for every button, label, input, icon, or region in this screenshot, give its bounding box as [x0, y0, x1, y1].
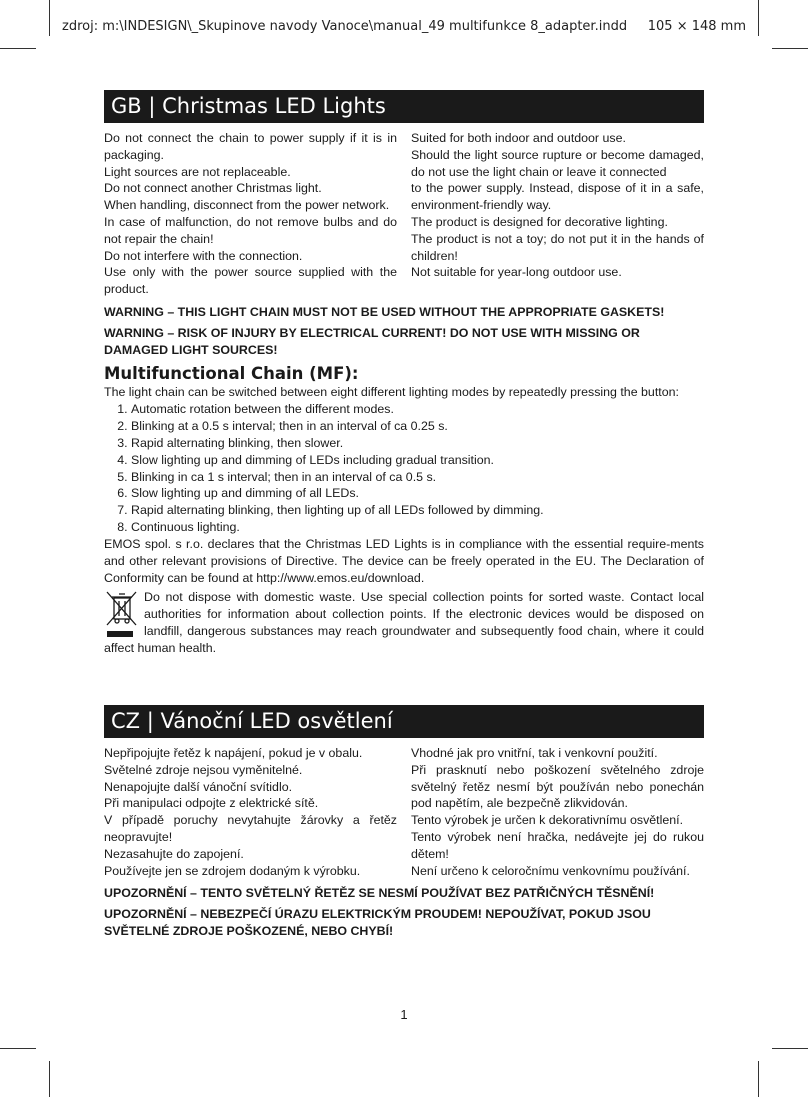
slug-page-size: 105 × 148 mm — [647, 19, 746, 34]
crop-mark — [772, 1048, 808, 1049]
gb-instruction: Do not interfere with the connection. — [104, 248, 303, 263]
gb-instruction: Should the light source rupture or become damaged, do not use the light chain or leave it connected — [411, 147, 704, 179]
cz-columns — [104, 745, 704, 879]
crop-mark — [758, 1061, 759, 1097]
gb-column-left — [104, 130, 397, 298]
gb-instruction: Light sources are not replaceable. — [104, 164, 291, 179]
crop-mark — [0, 1048, 36, 1049]
gb-instruction: to the power supply. Instead, dispose of it in a safe, environment-friendly way. — [411, 181, 704, 213]
crop-mark — [758, 0, 759, 36]
cz-warning-electrical: UPOZORNĚNÍ – NEBEZPEČÍ ÚRAZU ELEKTRICKÝM PROUDEM! NEPOUŽÍVAT, POKUD JSOU SVĚTELNÉ ZDROJE POŠKOZENÉ, NEBO CHYBÍ! — [104, 907, 651, 939]
cz-instruction: Světelné zdroje nejsou vyměnitelné. — [104, 762, 303, 777]
cz-column-right — [411, 745, 704, 879]
crop-mark — [772, 48, 808, 49]
cz-instruction: Vhodné jak pro vnitřní, tak i venkovní použití. — [411, 746, 658, 760]
gb-heading: GB | Christmas LED Lights — [104, 90, 704, 123]
gb-instruction: When handling, disconnect from the power network. — [104, 198, 390, 213]
cz-instruction: Nenapojujte další vánoční svítidlo. — [104, 779, 293, 794]
crossed-bin-icon — [104, 589, 138, 639]
mode-item: 2. Blinking at a 0.5 s interval; then in an interval of ca 0.25 s. — [131, 418, 704, 435]
disposal-text: Do not dispose with domestic waste. Use special collection points for sorted waste. Contact local authorities for information about collection points. If the electronic devices would be disposed on landfill, dangerous substances may reach groundwater and subsequently food chain, where it could affect human health. — [104, 589, 704, 655]
mode-item: 4. Slow lighting up and dimming of LEDs including gradual transition. — [131, 452, 704, 469]
cz-warning-gaskets: UPOZORNĚNÍ – TENTO SVĚTELNÝ ŘETĚZ SE NESMÍ POUŽÍVAT BEZ PATŘIČNÝCH TĚSNĚNÍ! — [104, 886, 655, 901]
declaration: EMOS spol. s r.o. declares that the Christmas LED Lights is in compliance with the essential require-ments and other relevant provisions of Directive. The device can be freely operated in the EU. The Declaration of Conformity can be found at http://www.emos.eu/download. — [104, 537, 704, 585]
gb-columns — [104, 130, 704, 298]
mode-item: 5. Blinking in ca 1 s interval; then in an interval of ca 0.5 s. — [131, 469, 704, 486]
gb-instruction: Do not connect another Christmas light. — [104, 181, 322, 196]
mf-title: Multifunctional Chain (MF): — [104, 363, 359, 383]
gb-instruction: In case of malfunction, do not remove bulbs and do not repair the chain! — [104, 214, 397, 246]
gb-section — [104, 90, 704, 656]
mf-intro: The light chain can be switched between eight different lighting modes by repeatedly pressing the button: — [104, 384, 679, 399]
cz-instruction: Při prasknutí nebo poškození světelného zdroje světelný řetěz nesmí být používán nebo ponechán pod napětím, ale bezpečně zlikvidován. — [411, 762, 704, 811]
mode-item: 1. Automatic rotation between the different modes. — [131, 401, 704, 418]
cz-instruction: Tento výrobek není hračka, nedávejte jej do rukou dětem! — [411, 829, 704, 861]
gb-column-right — [411, 130, 704, 298]
cz-instruction: Nezasahujte do zapojení. — [104, 846, 244, 861]
gb-instruction: Use only with the power source supplied with the product. — [104, 265, 397, 297]
page-number: 1 — [400, 1007, 408, 1022]
slug-file-path: zdroj: m:\INDESIGN\_Skupinove navody Vanoce\manual_49 multifunkce 8_adapter.indd — [62, 19, 628, 34]
cz-heading: CZ | Vánoční LED osvětlení — [104, 705, 704, 738]
gb-instruction: The product is designed for decorative lighting. — [411, 214, 668, 229]
cz-section — [104, 705, 704, 940]
mode-item: 6. Slow lighting up and dimming of all LEDs. — [131, 485, 704, 502]
disposal-block — [104, 589, 704, 657]
crop-mark — [0, 48, 36, 49]
crop-mark — [49, 0, 50, 36]
gb-warning-gaskets: WARNING – THIS LIGHT CHAIN MUST NOT BE USED WITHOUT THE APPROPRIATE GASKETS! — [104, 304, 665, 319]
crop-mark — [49, 1061, 50, 1097]
gb-warning-electrical: WARNING – RISK OF INJURY BY ELECTRICAL CURRENT! DO NOT USE WITH MISSING OR DAMAGED LIGHT SOURCES! — [104, 325, 640, 357]
mode-item: 8. Continuous lighting. — [131, 519, 704, 536]
cz-instruction: Není určeno k celoročnímu venkovnímu používání. — [411, 863, 690, 878]
gb-instruction: Do not connect the chain to power supply if it is in packaging. — [104, 131, 397, 162]
mode-list — [104, 401, 704, 536]
cz-instruction: Při manipulaci odpojte z elektrické sítě. — [104, 796, 319, 811]
gb-instruction: The product is not a toy; do not put it in the hands of children! — [411, 231, 704, 263]
cz-instruction: Nepřipojujte řetěz k napájení, pokud je v obalu. — [104, 746, 363, 760]
cz-column-left — [104, 745, 397, 879]
cz-instruction: Tento výrobek je určen k dekorativnímu osvětlení. — [411, 813, 684, 828]
gb-instruction: Suited for both indoor and outdoor use. — [411, 131, 626, 145]
cz-instruction: Používejte jen se zdrojem dodaným k výrobku. — [104, 863, 361, 878]
mode-item: 3. Rapid alternating blinking, then slower. — [131, 435, 704, 452]
cz-instruction: V případě poruchy nevytahujte žárovky a řetěz neopravujte! — [104, 813, 397, 844]
gb-instruction: Not suitable for year-long outdoor use. — [411, 265, 622, 280]
mode-item: 7. Rapid alternating blinking, then lighting up of all LEDs followed by dimming. — [131, 502, 704, 519]
